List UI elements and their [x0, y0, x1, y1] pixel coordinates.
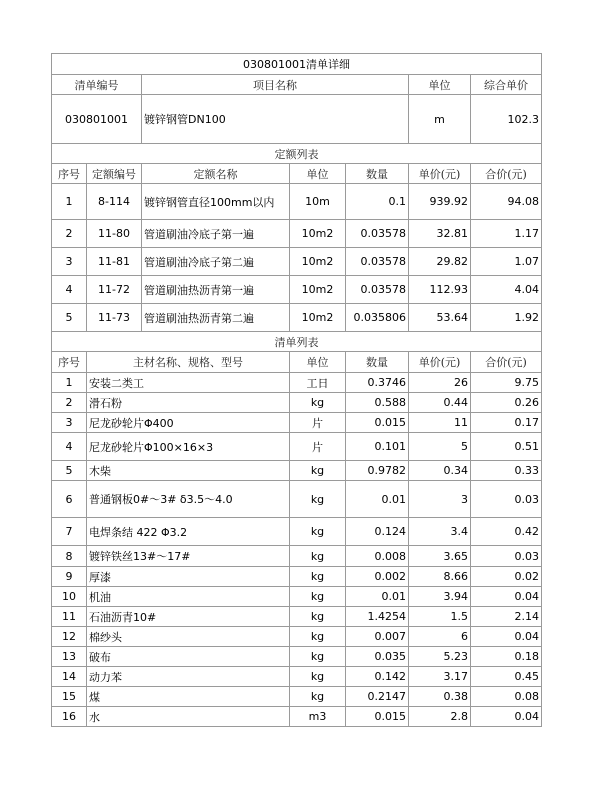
material-qty: 1.4254 — [346, 607, 409, 627]
material-total: 0.42 — [471, 518, 542, 546]
material-no: 9 — [52, 567, 87, 587]
quota-col-name: 定额名称 — [142, 164, 290, 184]
quota-unit: 10m2 — [290, 220, 346, 248]
material-qty: 0.9782 — [346, 461, 409, 481]
material-price: 5.23 — [409, 647, 471, 667]
material-col-unit: 单位 — [290, 352, 346, 373]
material-qty: 0.01 — [346, 481, 409, 518]
material-price: 3.4 — [409, 518, 471, 546]
material-price: 3.17 — [409, 667, 471, 687]
material-price: 3.94 — [409, 587, 471, 607]
material-total: 0.04 — [471, 587, 542, 607]
material-no: 2 — [52, 393, 87, 413]
quota-price: 29.82 — [409, 248, 471, 276]
quota-unit: 10m2 — [290, 248, 346, 276]
quota-total: 1.92 — [471, 304, 542, 332]
quota-unit: 10m — [290, 184, 346, 220]
quota-col-no: 序号 — [52, 164, 87, 184]
material-unit: kg — [290, 667, 346, 687]
quota-code: 11-81 — [87, 248, 142, 276]
material-qty: 0.3746 — [346, 373, 409, 393]
material-name: 尼龙砂轮片Φ400 — [87, 413, 290, 433]
material-name: 破布 — [87, 647, 290, 667]
quota-name: 管道刷油冷底子第二遍 — [142, 248, 290, 276]
quota-col-unit: 单位 — [290, 164, 346, 184]
material-name: 石油沥青10# — [87, 607, 290, 627]
bill-composite-price: 102.3 — [471, 95, 542, 144]
material-qty: 0.142 — [346, 667, 409, 687]
quota-code: 11-72 — [87, 276, 142, 304]
material-name: 尼龙砂轮片Φ100×16×3 — [87, 433, 290, 461]
column-header-unit: 单位 — [409, 75, 471, 95]
material-row — [52, 546, 542, 567]
material-price: 11 — [409, 413, 471, 433]
material-qty: 0.035 — [346, 647, 409, 667]
material-col-no: 序号 — [52, 352, 87, 373]
material-total: 0.33 — [471, 461, 542, 481]
material-no: 12 — [52, 627, 87, 647]
material-price: 6 — [409, 627, 471, 647]
quota-no: 2 — [52, 220, 87, 248]
quota-row — [52, 184, 542, 220]
material-unit: kg — [290, 481, 346, 518]
quota-price: 112.93 — [409, 276, 471, 304]
material-price: 8.66 — [409, 567, 471, 587]
material-total: 0.03 — [471, 546, 542, 567]
material-no: 10 — [52, 587, 87, 607]
quota-row — [52, 220, 542, 248]
bill-row — [52, 95, 542, 144]
material-qty: 0.007 — [346, 627, 409, 647]
material-row — [52, 481, 542, 518]
material-name: 镀锌铁丝13#～17# — [87, 546, 290, 567]
material-qty: 0.01 — [346, 587, 409, 607]
material-no: 15 — [52, 687, 87, 707]
material-no: 8 — [52, 546, 87, 567]
material-header-row — [52, 352, 542, 373]
material-total: 2.14 — [471, 607, 542, 627]
bill-unit: m — [409, 95, 471, 144]
material-name: 水 — [87, 707, 290, 727]
quota-no: 1 — [52, 184, 87, 220]
material-name: 滑石粉 — [87, 393, 290, 413]
material-unit: kg — [290, 647, 346, 667]
quota-price: 32.81 — [409, 220, 471, 248]
material-row — [52, 461, 542, 481]
quota-total: 1.17 — [471, 220, 542, 248]
quota-col-price: 单价(元) — [409, 164, 471, 184]
material-total: 0.08 — [471, 687, 542, 707]
quota-code: 8-114 — [87, 184, 142, 220]
material-unit: 工日 — [290, 373, 346, 393]
material-qty: 0.588 — [346, 393, 409, 413]
material-total: 0.04 — [471, 707, 542, 727]
material-total: 0.04 — [471, 627, 542, 647]
quota-code: 11-80 — [87, 220, 142, 248]
quota-qty: 0.03578 — [346, 248, 409, 276]
material-name: 普通钢板0#～3# δ3.5～4.0 — [87, 481, 290, 518]
material-row — [52, 607, 542, 627]
quota-qty: 0.03578 — [346, 276, 409, 304]
material-qty: 0.015 — [346, 413, 409, 433]
material-qty: 0.124 — [346, 518, 409, 546]
material-no: 5 — [52, 461, 87, 481]
material-name: 安装二类工 — [87, 373, 290, 393]
material-price: 2.8 — [409, 707, 471, 727]
material-unit: kg — [290, 587, 346, 607]
material-unit: kg — [290, 567, 346, 587]
quota-no: 3 — [52, 248, 87, 276]
material-name: 棉纱头 — [87, 627, 290, 647]
material-no: 16 — [52, 707, 87, 727]
material-col-total: 合价(元) — [471, 352, 542, 373]
quota-col-code: 定额编号 — [87, 164, 142, 184]
quota-header-row — [52, 164, 542, 184]
material-price: 1.5 — [409, 607, 471, 627]
material-price: 0.44 — [409, 393, 471, 413]
material-no: 14 — [52, 667, 87, 687]
material-total: 0.17 — [471, 413, 542, 433]
quota-code: 11-73 — [87, 304, 142, 332]
material-price: 0.38 — [409, 687, 471, 707]
material-unit: kg — [290, 627, 346, 647]
material-name: 动力苯 — [87, 667, 290, 687]
material-price: 0.34 — [409, 461, 471, 481]
material-name: 煤 — [87, 687, 290, 707]
material-row — [52, 433, 542, 461]
material-no: 1 — [52, 373, 87, 393]
material-row — [52, 627, 542, 647]
quota-no: 4 — [52, 276, 87, 304]
bill-header-row — [52, 75, 542, 95]
material-no: 7 — [52, 518, 87, 546]
material-qty: 0.015 — [346, 707, 409, 727]
material-no: 4 — [52, 433, 87, 461]
material-unit: kg — [290, 461, 346, 481]
material-total: 9.75 — [471, 373, 542, 393]
material-qty: 0.2147 — [346, 687, 409, 707]
quota-qty: 0.1 — [346, 184, 409, 220]
material-qty: 0.008 — [346, 546, 409, 567]
material-no: 3 — [52, 413, 87, 433]
material-unit: kg — [290, 687, 346, 707]
material-row — [52, 647, 542, 667]
quota-total: 1.07 — [471, 248, 542, 276]
material-name: 木柴 — [87, 461, 290, 481]
material-row — [52, 587, 542, 607]
quota-name: 管道刷油热沥青第二遍 — [142, 304, 290, 332]
material-total: 0.02 — [471, 567, 542, 587]
material-no: 11 — [52, 607, 87, 627]
material-total: 0.45 — [471, 667, 542, 687]
quota-row — [52, 248, 542, 276]
quota-unit: 10m2 — [290, 304, 346, 332]
material-col-qty: 数量 — [346, 352, 409, 373]
material-row — [52, 518, 542, 546]
quota-name: 管道刷油热沥青第一遍 — [142, 276, 290, 304]
material-no: 13 — [52, 647, 87, 667]
quota-name: 镀锌钢管直径100mm以内 — [142, 184, 290, 220]
material-unit: 片 — [290, 413, 346, 433]
quota-total: 94.08 — [471, 184, 542, 220]
column-header-bill-code: 清单编号 — [52, 75, 142, 95]
material-total: 0.26 — [471, 393, 542, 413]
material-row — [52, 667, 542, 687]
material-row — [52, 687, 542, 707]
quota-col-qty: 数量 — [346, 164, 409, 184]
quota-section-title: 定额列表 — [52, 144, 542, 164]
material-price: 5 — [409, 433, 471, 461]
material-price: 3 — [409, 481, 471, 518]
material-col-name: 主材名称、规格、型号 — [87, 352, 290, 373]
quota-row — [52, 304, 542, 332]
material-name: 厚漆 — [87, 567, 290, 587]
material-unit: kg — [290, 518, 346, 546]
quota-price: 939.92 — [409, 184, 471, 220]
material-row — [52, 707, 542, 727]
material-row — [52, 567, 542, 587]
quota-row — [52, 276, 542, 304]
column-header-composite-price: 综合单价 — [471, 75, 542, 95]
material-unit: 片 — [290, 433, 346, 461]
material-unit: kg — [290, 393, 346, 413]
quota-name: 管道刷油冷底子第一遍 — [142, 220, 290, 248]
material-section-title: 清单列表 — [52, 332, 542, 352]
quota-total: 4.04 — [471, 276, 542, 304]
material-total: 0.51 — [471, 433, 542, 461]
material-unit: m3 — [290, 707, 346, 727]
quota-price: 53.64 — [409, 304, 471, 332]
column-header-item-name: 项目名称 — [142, 75, 409, 95]
quota-col-total: 合价(元) — [471, 164, 542, 184]
material-row — [52, 413, 542, 433]
material-no: 6 — [52, 481, 87, 518]
material-price: 3.65 — [409, 546, 471, 567]
quota-no: 5 — [52, 304, 87, 332]
bill-item-name: 镀锌钢管DN100 — [142, 95, 409, 144]
material-total: 0.18 — [471, 647, 542, 667]
material-total: 0.03 — [471, 481, 542, 518]
material-col-price: 单价(元) — [409, 352, 471, 373]
quota-unit: 10m2 — [290, 276, 346, 304]
material-name: 电焊条结 422 Φ3.2 — [87, 518, 290, 546]
material-qty: 0.002 — [346, 567, 409, 587]
bill-detail-table — [51, 53, 542, 727]
quota-qty: 0.035806 — [346, 304, 409, 332]
material-unit: kg — [290, 607, 346, 627]
material-qty: 0.101 — [346, 433, 409, 461]
material-name: 机油 — [87, 587, 290, 607]
bill-code: 030801001 — [52, 95, 142, 144]
quota-qty: 0.03578 — [346, 220, 409, 248]
page-title: 030801001清单详细 — [52, 54, 542, 75]
material-price: 26 — [409, 373, 471, 393]
material-row — [52, 373, 542, 393]
material-unit: kg — [290, 546, 346, 567]
material-row — [52, 393, 542, 413]
